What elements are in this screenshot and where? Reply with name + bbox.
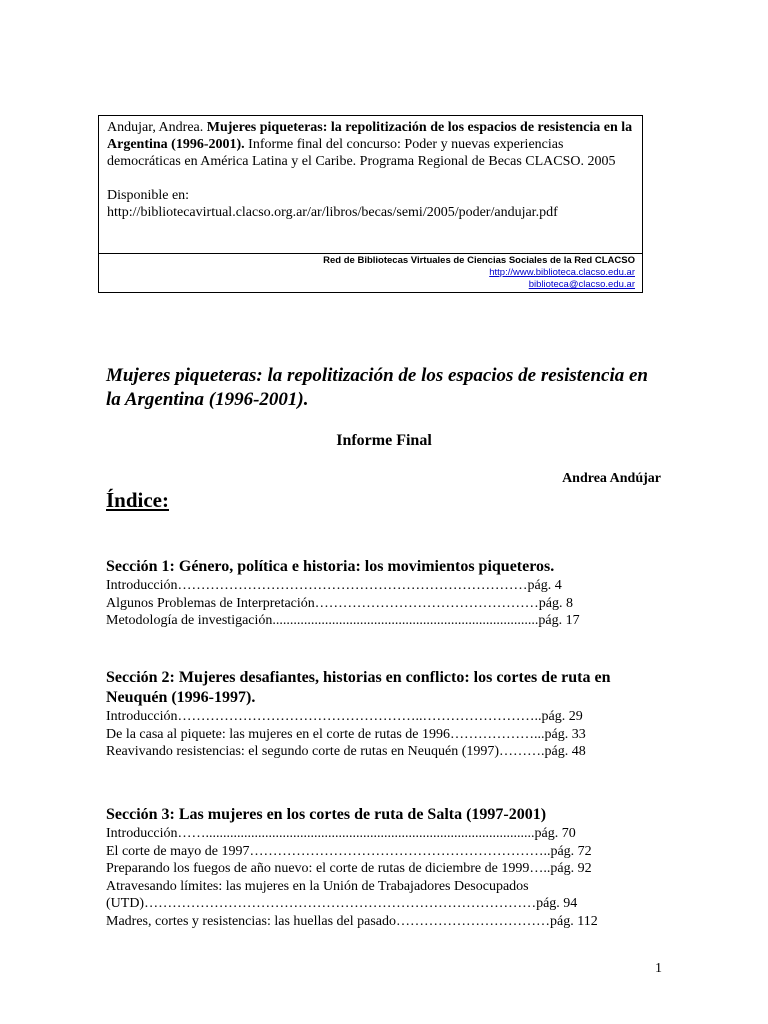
citation-details: Informe final del concurso: Poder y nuevas experiencias democráticas en América Latina y el Caribe. Programa Regional de Becas CLACSO. 2005	[107, 137, 616, 169]
network-name: Red de Bibliotecas Virtuales de Ciencias Sociales de la Red CLACSO	[323, 255, 635, 266]
index-heading: Índice:	[106, 488, 169, 512]
toc-entry: Algunos Problemas de Interpretación…………………………………………pág. 8	[106, 595, 573, 611]
toc-entry: Introducción……..............................................................................................pág. 70	[106, 826, 576, 841]
page-number: 1	[655, 961, 662, 976]
citation-title: Mujeres piqueteras: la repolitización de los espacios de resistencia en la Argentina (1996-2001).	[107, 120, 633, 152]
toc-entry: El corte de mayo de 1997………………………………………………………..pág. 72	[106, 843, 592, 859]
citation-text	[99, 116, 642, 253]
toc-entry: Atravesando límites: las mujeres en la Unión de Trabajadores Desocupados (UTD)…………………………………………………………………………pág. 94	[106, 878, 578, 911]
section-heading: Sección 1: Género, política e historia: los movimientos piqueteros.	[106, 558, 555, 575]
toc-entry: Madres, cortes y resistencias: las huellas del pasado……………………………pág. 112	[106, 913, 598, 929]
toc-entry: Preparando los fuegos de año nuevo: el corte de rutas de diciembre de 1999…..pág. 92	[106, 861, 592, 876]
document-title: Mujeres piqueteras: la repolitización de los espacios de resistencia en la Argentina (1996-2001).	[106, 365, 649, 410]
toc-entry: Metodología de investigación............................................................................pág. 17	[106, 613, 580, 628]
toc-section-3	[106, 805, 664, 930]
citation-box	[98, 115, 643, 293]
citation-footer	[99, 254, 642, 291]
toc-entry: Reavivando resistencias: el segundo corte de rutas en Neuquén (1997)……….pág. 48	[106, 744, 586, 759]
document-author: Andrea Andújar	[562, 471, 661, 486]
toc-entry: Introducción…………………………………………………………………pág. 4	[106, 578, 562, 593]
citation-paragraph	[107, 119, 634, 170]
toc-entry: De la casa al piquete: las mujeres en el corte de rutas de 1996………………...pág. 33	[106, 726, 586, 742]
email-link[interactable]: biblioteca@clacso.edu.ar	[528, 279, 635, 290]
section-heading: Sección 3: Las mujeres en los cortes de ruta de Salta (1997-2001)	[106, 806, 547, 823]
report-label: Informe Final	[336, 432, 432, 449]
citation-available-url: http://bibliotecavirtual.clacso.org.ar/ar/libros/becas/semi/2005/poder/andujar.pdf	[107, 205, 558, 220]
toc-section-2	[106, 668, 664, 761]
toc-section-1	[106, 557, 664, 630]
section-heading: Sección 2: Mujeres desafiantes, historias en conflicto: los cortes de ruta en Neuquén (1996-1997).	[106, 669, 611, 706]
citation-author: Andujar, Andrea.	[107, 120, 204, 135]
toc-entries	[106, 825, 664, 930]
toc-entry: Introducción……………………………………………..……………………..pág. 29	[106, 709, 583, 724]
website-link[interactable]: http://www.biblioteca.clacso.edu.ar	[489, 267, 635, 278]
toc-entries	[106, 708, 664, 761]
toc-entries	[106, 577, 664, 630]
citation-available-label: Disponible en:	[107, 188, 190, 203]
